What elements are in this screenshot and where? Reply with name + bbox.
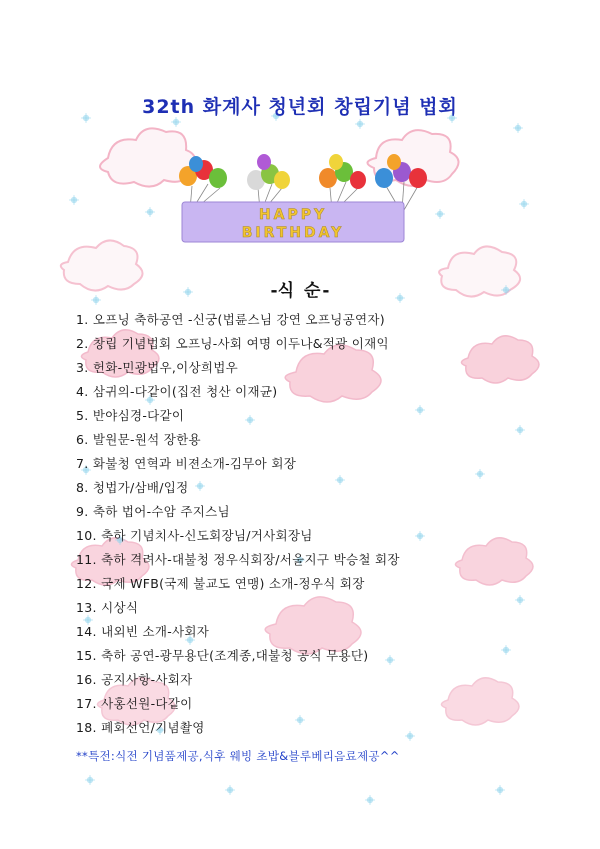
program-item-text: 사홍선원-다같이 — [101, 696, 193, 711]
program-item — [76, 548, 400, 572]
program-item — [76, 716, 400, 740]
cloud-pink-3 — [461, 336, 539, 383]
program-item-text: 폐회선언/기념촬영 — [101, 720, 205, 735]
program-item-text: 시상식 — [101, 600, 139, 615]
dash-left: - — [270, 281, 278, 301]
program-item-text: 축하 격려사-대불청 정우식회장/서울지구 박승철 회장 — [101, 552, 400, 567]
program-item-text: 공지사항-사회자 — [101, 672, 193, 687]
program-item-text: 국제 WFB(국제 불교도 연맹) 소개-정우식 회장 — [101, 576, 365, 591]
program-item-number: 2. — [76, 336, 89, 351]
program-item — [76, 500, 400, 524]
banner-line2: BIRTHDAY — [241, 225, 345, 241]
program-item-number: 4. — [76, 384, 89, 399]
program-item-text: 축하 공연-광무용단(조계종,대불청 공식 무용단) — [101, 648, 369, 663]
program-item-number: 5. — [76, 408, 89, 423]
cloud-pink-5 — [455, 538, 533, 585]
program-item-text: 축하 법어-수암 주지스님 — [92, 504, 230, 519]
program-item-number: 1. — [76, 312, 89, 327]
program-item-text: 삼귀의-다같이(집전 청산 이재균) — [92, 384, 278, 399]
program-item — [76, 596, 400, 620]
program-item-number: 3. — [76, 360, 89, 375]
balloons-icon — [179, 154, 427, 190]
program-item-text: 화불청 연혁과 비젼소개-김무아 회장 — [92, 456, 297, 471]
program-item — [76, 644, 400, 668]
program-heading-text: 식 순 — [277, 281, 323, 301]
program-item-number: 10. — [76, 528, 97, 543]
program-item-number: 7. — [76, 456, 89, 471]
program-list — [76, 308, 400, 740]
program-heading — [0, 276, 600, 301]
page-title: 32th 화계사 청년회 창립기념 법회 — [142, 96, 458, 118]
program-item — [76, 404, 400, 428]
program-item-text: 창립 기념법회 오프닝-사회 여명 이두나&적광 이재익 — [92, 336, 389, 351]
dash-right: - — [322, 281, 330, 301]
program-item — [76, 476, 400, 500]
banner-line1: HAPPY — [258, 207, 328, 223]
program-item-number: 9. — [76, 504, 89, 519]
program-item — [76, 668, 400, 692]
program-item-text: 내외빈 소개-사회자 — [101, 624, 210, 639]
program-item — [76, 428, 400, 452]
program-item-text: 오프닝 축하공연 -신궁(법륜스님 강연 오프닝공연자) — [92, 312, 385, 327]
program-item-text: 청법가/삼배/입정 — [92, 480, 189, 495]
cloud-pink-8 — [441, 678, 519, 725]
program-item — [76, 452, 400, 476]
program-item-number: 8. — [76, 480, 89, 495]
program-item-number: 11. — [76, 552, 97, 567]
program-item-text: 축하 기념치사-신도회장님/거사회장님 — [101, 528, 313, 543]
program-item — [76, 308, 400, 332]
program-item — [76, 692, 400, 716]
program-item — [76, 356, 400, 380]
happy-birthday-banner — [160, 148, 430, 248]
program-item-number: 14. — [76, 624, 97, 639]
program-item-number: 17. — [76, 696, 97, 711]
program-item — [76, 332, 400, 356]
program-item-number: 13. — [76, 600, 97, 615]
program-item — [76, 524, 400, 548]
program-item-number: 12. — [76, 576, 97, 591]
program-item-number: 6. — [76, 432, 89, 447]
program-item-number: 18. — [76, 720, 97, 735]
program-item-number: 15. — [76, 648, 97, 663]
program-item-text: 반야심경-다같이 — [92, 408, 185, 423]
program-item — [76, 572, 400, 596]
special-benefit-note: **특전:식전 기념품제공,식후 웨빙 초밥&블루베리음료제공^^ — [76, 749, 400, 763]
program-item-text: 발원문-원석 장한용 — [92, 432, 201, 447]
program-item — [76, 380, 400, 404]
program-item-number: 16. — [76, 672, 97, 687]
program-item — [76, 620, 400, 644]
program-item-text: 헌화-민광법우,이상희법우 — [92, 360, 239, 375]
